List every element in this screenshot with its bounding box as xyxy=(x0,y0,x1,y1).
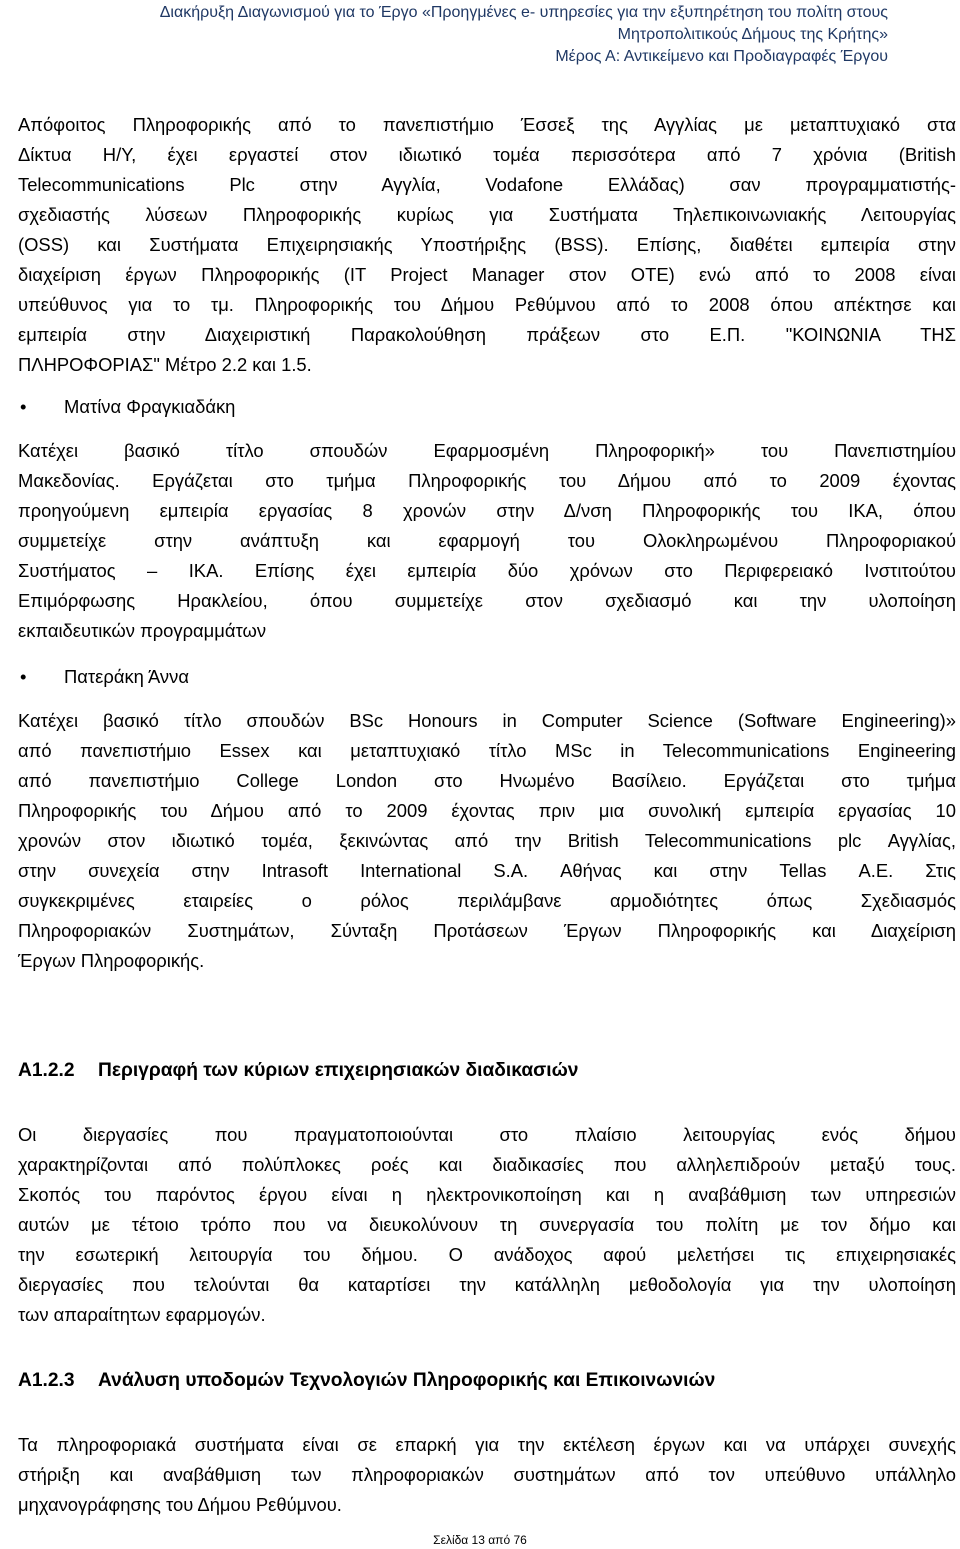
paragraph-bio-3 xyxy=(18,706,956,976)
bullet-text: Πατεράκη Άννα xyxy=(64,666,189,687)
text-line: Μακεδονίας. Εργάζεται στο τμήμα Πληροφορικής του Δήμου από το 2009 έχοντας xyxy=(18,470,956,491)
text-line: την εσωτερική λειτουργία του δήμου. Ο ανάδοχος αφού μελετήσει τις επιχειρησιακές xyxy=(18,1244,956,1265)
paragraph-bio-1 xyxy=(18,110,956,380)
text-line: προηγούμενη εμπειρία εργασίας 8 χρονών στην Δ/νση Πληροφορικής του ΙΚΑ, όπου xyxy=(18,500,956,521)
text-line: συμμετείχε στην ανάπτυξη και εφαρμογή του Ολοκληρωμένου Πληροφοριακού xyxy=(18,530,956,551)
text-line: από πανεπιστήμιο College London στο Ηνωμένο Βασίλειο. Εργάζεται στο τμήμα xyxy=(18,770,956,791)
bullet-item xyxy=(18,662,956,692)
text-line: Πληροφορικής του Δήμου από το 2009 έχοντας πριν μια συνολική εμπειρία εργασίας 10 xyxy=(18,800,956,821)
text-line: Κατέχει βασικό τίτλο σπουδών Εφαρμοσμένη Πληροφορική» του Πανεπιστημίου xyxy=(18,440,956,461)
header-line-2: Μητροπολιτικούς Δήμους της Κρήτης» xyxy=(617,26,888,43)
section-title: Ανάλυση υποδομών Τεχνολογιών Πληροφορικής και Επικοινωνιών xyxy=(98,1370,716,1391)
section-heading xyxy=(18,1366,956,1396)
text-line: Telecommunications Plc στην Αγγλία, Vodafone Ελλάδας) σαν προγραμματιστής- xyxy=(18,174,956,195)
text-line: διαχείριση έργων Πληροφορικής (IT Project Manager στον ΟΤΕ) ενώ από το 2008 είναι xyxy=(18,264,956,285)
text-line: χαρακτηρίζονται από πολύπλοκες ροές και διαδικασίες που αλληλεπιδρούν μεταξύ τους. xyxy=(18,1154,956,1175)
text-line: υπεύθυνος για το τμ. Πληροφορικής του Δήμου Ρεθύμνου από το 2008 όπου απέκτησε και xyxy=(18,294,956,315)
text-line: χρονών στον ιδιωτικό τομέα, ξεκινώντας από την British Telecommunications plc Αγγλίας, xyxy=(18,830,956,851)
header-line-1: Διακήρυξη Διαγωνισμού για το Έργο «Προηγμένες e- υπηρεσίες για την εξυπηρέτηση του πολίτη στους xyxy=(159,4,888,21)
header-line-3: Μέρος Α: Αντικείμενο και Προδιαγραφές Έργου xyxy=(555,48,888,65)
section-number: Α1.2.3 xyxy=(18,1370,75,1391)
text-line: Έργων Πληροφορικής. xyxy=(18,950,205,971)
text-line: στήριξη και αναβάθμιση των πληροφοριακών συστημάτων από τον υπεύθυνο υπάλληλο xyxy=(18,1464,956,1485)
text-line: συγκεκριμένες εταιρείες ο ρόλος περιλάμβανε αρμοδιότητες όπως Σχεδιασμός xyxy=(18,890,956,911)
text-line: στην συνεχεία στην Intrasoft International S.A. Αθήνας και στην Tellas Α.Ε. Στις xyxy=(18,860,956,881)
text-line: Κατέχει βασικό τίτλο σπουδών BSc Honours in Computer Science (Software Engineering)» xyxy=(18,710,956,731)
bullet-text: Ματίνα Φραγκιαδάκη xyxy=(64,396,236,417)
text-line: εμπειρία στην Διαχειριστική Παρακολούθηση πράξεων στο Ε.Π. "ΚΟΙΝΩΝΙΑ ΤΗΣ xyxy=(18,324,956,345)
bullet-icon: • xyxy=(20,666,27,687)
text-line: μηχανογράφησης του Δήμου Ρεθύμνου. xyxy=(18,1494,342,1515)
text-line: αυτών με τέτοιο τρόπο που να διευκολύνουν τη συνεργασία του πολίτη με τον δήμο και xyxy=(18,1214,956,1235)
text-line: Απόφοιτος Πληροφορικής από το πανεπιστήμιο Έσσεξ της Αγγλίας με μεταπτυχιακό στα xyxy=(18,114,956,135)
paragraph-processes xyxy=(18,1120,956,1330)
text-line: Δίκτυα Η/Υ, έχει εργαστεί στον ιδιωτικό τομέα περισσότερα από 7 χρόνια (British xyxy=(18,144,956,165)
paragraph-bio-2 xyxy=(18,436,956,646)
text-line: (OSS) και Συστήματα Επιχειρησιακής Υποστήριξης (BSS). Επίσης, διαθέτει εμπειρία στην xyxy=(18,234,956,255)
text-line: εκπαιδευτικών προγραμμάτων xyxy=(18,620,267,641)
text-line: Συστήματος – ΙΚΑ. Επίσης έχει εμπειρία δύο χρόνων στο Περιφερειακό Ινστιτούτου xyxy=(18,560,956,581)
text-line: των απαραίτητων εφαρμογών. xyxy=(18,1304,266,1325)
paragraph-infrastructure xyxy=(18,1430,956,1520)
bullet-item xyxy=(18,392,956,422)
document-header xyxy=(28,2,888,68)
page-body xyxy=(18,110,956,1520)
text-line: διεργασίες που τελούνται θα καταρτίσει την κατάλληλη μεθοδολογία για την υλοποίηση xyxy=(18,1274,956,1295)
text-line: Πληροφοριακών Συστημάτων, Σύνταξη Προτάσεων Έργων Πληροφορικής και Διαχείριση xyxy=(18,920,956,941)
text-line: σχεδιαστής λύσεων Πληροφορικής κυρίως για Συστήματα Τηλεπικοινωνιακής Λειτουργίας xyxy=(18,204,956,225)
section-number: Α1.2.2 xyxy=(18,1060,75,1081)
text-line: Τα πληροφοριακά συστήματα είναι σε επαρκή για την εκτέλεση έργων και να υπάρχει συνεχής xyxy=(18,1434,956,1455)
section-title: Περιγραφή των κύριων επιχειρησιακών διαδικασιών xyxy=(98,1060,579,1081)
text-line: Σκοπός του παρόντος έργου είναι η ηλεκτρονικοποίηση και η αναβάθμιση των υπηρεσιών xyxy=(18,1184,956,1205)
text-line: ΠΛΗΡΟΦΟΡΙΑΣ" Μέτρο 2.2 και 1.5. xyxy=(18,354,312,375)
bullet-icon: • xyxy=(20,396,27,417)
page-number: Σελίδα 13 από 76 xyxy=(433,1533,527,1547)
text-line: Επιμόρφωσης Ηρακλείου, όπου συμμετείχε στον σχεδιασμό και την υλοποίηση xyxy=(18,590,956,611)
text-line: από πανεπιστήμιο Essex και μεταπτυχιακό τίτλο MSc in Telecommunications Engineering xyxy=(18,740,956,761)
text-line: Οι διεργασίες που πραγματοποιούνται στο πλαίσιο λειτουργίας ενός δήμου xyxy=(18,1124,956,1145)
section-heading xyxy=(18,1056,956,1086)
